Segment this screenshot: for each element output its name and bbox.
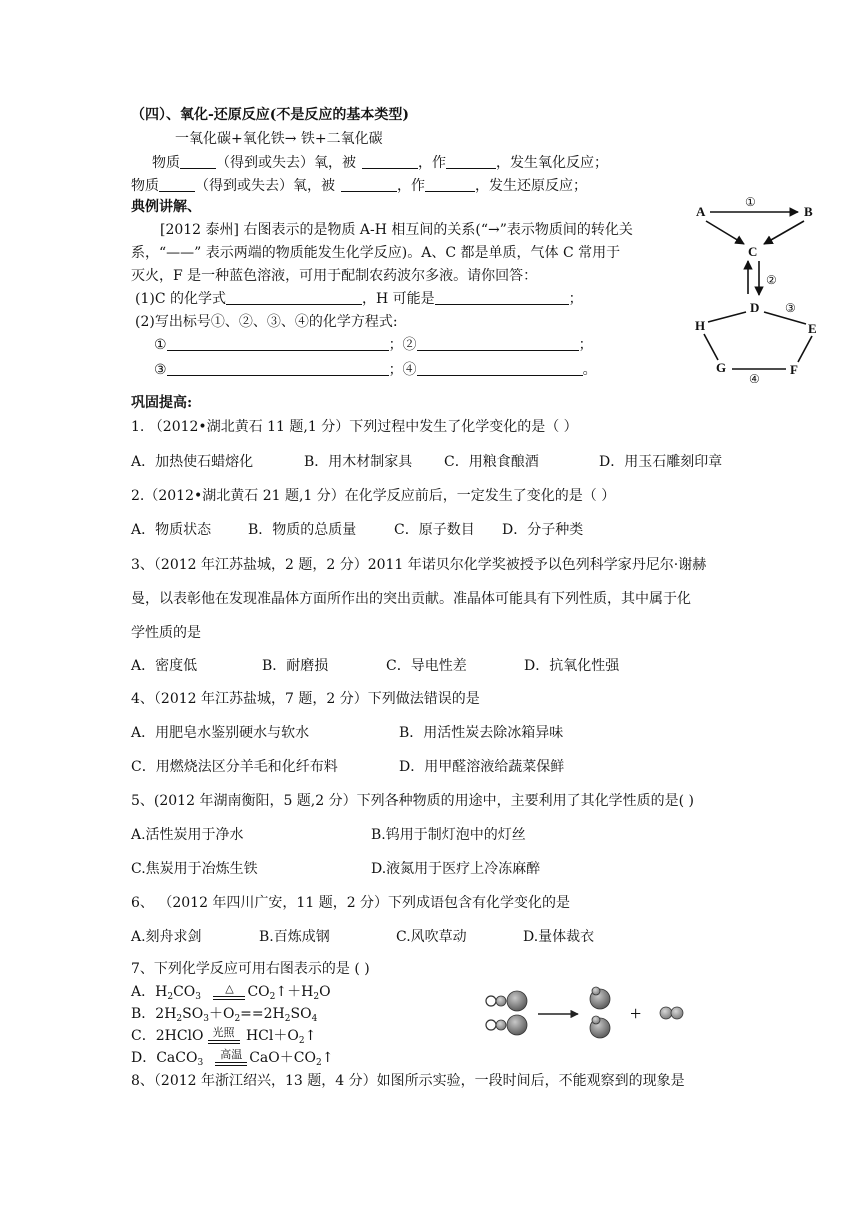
blank-reacted-1[interactable] xyxy=(362,154,418,169)
q6-option-c: C.风吹草动 xyxy=(396,929,467,945)
mark-3: ③ xyxy=(785,301,796,315)
q5-option-c: C.焦炭用于冶炼生铁 xyxy=(131,861,258,877)
substance-relationship-diagram xyxy=(688,188,838,383)
question-5: 5、(2012 年湖南衡阳，5 题,2 分）下列各种物质的用途中，主要利用了其化学性质的是( ) xyxy=(131,793,694,809)
q7-option-d: D．CaCO$_3$ 高温 $CaO+CO_2↑$ xyxy=(131,1048,334,1068)
q3-option-b: B．耐磨损 xyxy=(262,658,329,674)
node-a: A xyxy=(696,204,706,219)
molecule-reaction-diagram xyxy=(478,982,688,1044)
q3-option-a: A．密度低 xyxy=(131,658,198,674)
node-b: B xyxy=(804,204,813,219)
q5-option-a: A.活性炭用于净水 xyxy=(131,827,244,843)
example-text-2: 系，“——” 表示两端的物质能发生化学反应)。A、C 都是单质，气体 C 常用于 xyxy=(131,245,621,261)
node-e: E xyxy=(808,321,817,336)
mark-2: ② xyxy=(766,273,777,287)
node-g: G xyxy=(716,360,727,375)
q2-option-d: D．分子种类 xyxy=(502,522,584,538)
q6-option-d: D.量体裁衣 xyxy=(523,929,595,945)
mark-1: ① xyxy=(745,195,756,209)
q6-option-b: B.百炼成钢 xyxy=(259,929,330,945)
question-3-line-3: 学性质的是 xyxy=(131,625,201,641)
q7-option-c: C．2HClO 光照 $HCl+O_2↑$ xyxy=(131,1026,317,1046)
practice-heading: 巩固提高: xyxy=(131,395,193,411)
q7-option-a: A．$H_2CO_3$ △ $CO_2↑+H_2O$ xyxy=(131,982,331,1002)
example-q2: (2)写出标号①、②、③、④的化学方程式: xyxy=(135,314,398,330)
blank-line-oxidation: 物质 （得到或失去）氧，被 ，作 ，发生氧化反应； xyxy=(152,155,608,171)
product-molecule-1 xyxy=(590,987,610,1009)
q7-option-b: B．$2H_2SO_3+O_2==2H_2SO_4$ xyxy=(131,1006,318,1024)
reactant-molecule-1 xyxy=(486,991,527,1011)
example-heading: 典例讲解、 xyxy=(131,199,201,215)
q5-option-d: D.液氮用于医疗上冷冻麻醉 xyxy=(371,861,541,877)
mark-4: ④ xyxy=(749,372,760,383)
blank-equation-1[interactable] xyxy=(167,336,389,351)
section-title: （四）、氧化-还原反应(不是反应的基本类型) xyxy=(131,107,410,123)
blank-substance-1[interactable] xyxy=(180,154,216,169)
question-8: 8、（2012 年浙江绍兴，13 题，4 分）如图所示实验，一段时间后，不能观察到的现象是 xyxy=(131,1073,685,1089)
link-d-h xyxy=(708,312,746,322)
product-molecule-3 xyxy=(660,1007,683,1019)
reactant-molecule-2 xyxy=(486,1015,527,1035)
blank-equation-4[interactable] xyxy=(417,361,583,376)
question-7: 7、下列化学反应可用右图表示的是 ( ) xyxy=(131,961,370,977)
q4-option-b: B．用活性炭去除冰箱异味 xyxy=(399,725,564,741)
link-e-f xyxy=(798,336,812,362)
blank-role-1[interactable] xyxy=(446,154,496,169)
q1-option-a: A．加热使石蜡熔化 xyxy=(131,454,254,470)
node-c: C xyxy=(748,244,758,259)
q2-option-b: B．物质的总质量 xyxy=(248,522,357,538)
example-text-1: [2012 泰州] 右图表示的是物质 A-H 相互间的关系(“→”表示物质间的转化关 xyxy=(160,222,633,238)
node-d: D xyxy=(750,300,760,315)
q6-option-a: A.刻舟求剑 xyxy=(131,929,202,945)
blank-c-formula[interactable] xyxy=(226,290,362,305)
blank-h-substance[interactable] xyxy=(435,290,569,305)
example-text-3: 灭火，F 是一种蓝色溶液，可用于配制农药波尔多液。请你回答： xyxy=(131,268,538,284)
equation-blanks-row2: ③ ；④ 。 xyxy=(154,362,597,378)
q2-option-c: C．原子数目 xyxy=(394,522,475,538)
q1-option-d: D．用玉石雕刻印章 xyxy=(599,454,723,470)
blank-equation-3[interactable] xyxy=(167,361,389,376)
q2-option-a: A．物质状态 xyxy=(131,522,212,538)
q4-option-d: D．用甲醛溶液给蔬菜保鲜 xyxy=(399,759,565,775)
blank-substance-2[interactable] xyxy=(159,177,195,192)
q4-option-a: A．用肥皂水鉴别硬水与软水 xyxy=(131,725,310,741)
high-temperature-condition-sign: 高温 xyxy=(213,1049,249,1067)
heat-condition-sign: △ xyxy=(211,983,247,1001)
q1-option-b: B．用木材制家具 xyxy=(304,454,413,470)
question-4: 4、（2012 年江苏盐城，7 题，2 分）下列做法错误的是 xyxy=(131,691,480,707)
arrow-a-to-c xyxy=(706,221,744,244)
blank-reacted-2[interactable] xyxy=(341,177,397,192)
q3-option-d: D．抗氧化性强 xyxy=(524,658,620,674)
q5-option-b: B.钨用于制灯泡中的灯丝 xyxy=(371,827,526,843)
node-f: F xyxy=(790,362,798,377)
q3-option-c: C．导电性差 xyxy=(386,658,467,674)
light-condition-sign: 光照 xyxy=(206,1027,242,1045)
q1-option-c: C．用粮食酿酒 xyxy=(444,454,539,470)
question-2: 2.（2012•湖北黄石 21 题,1 分）在化学反应前后，一定发生了变化的是（ ） xyxy=(131,488,616,504)
example-q1: (1)C 的化学式 ，H 可能是 ； xyxy=(135,291,583,307)
blank-role-2[interactable] xyxy=(425,177,475,192)
product-molecule-2 xyxy=(590,1016,610,1038)
arrow-b-to-c xyxy=(764,221,804,244)
question-1: 1. （2012•湖北黄石 11 题,1 分）下列过程中发生了化学变化的是（ ） xyxy=(131,419,578,435)
question-6: 6、 （2012 年四川广安，11 题，2 分）下列成语包含有化学变化的是 xyxy=(131,895,571,911)
link-h-g xyxy=(704,334,718,360)
reaction-equation: 一氧化碳+氧化铁→ 铁+二氧化碳 xyxy=(175,131,383,147)
plus-sign: + xyxy=(630,1003,642,1025)
equation-blanks-row1: ① ；② ； xyxy=(154,337,593,353)
node-h: H xyxy=(695,318,706,333)
blank-line-reduction: 物质 （得到或失去）氧，被 ，作 ，发生还原反应； xyxy=(131,178,587,194)
blank-equation-2[interactable] xyxy=(417,336,579,351)
question-3-line-1: 3、（2012 年江苏盐城，2 题，2 分）2011 年诺贝尔化学奖被授予以色列科学家丹尼尔·谢赫 xyxy=(131,557,707,573)
question-3-line-2: 曼，以表彰他在发现准晶体方面所作出的突出贡献。准晶体可能具有下列性质，其中属于化 xyxy=(131,591,691,607)
q4-option-c: C．用燃烧法区分羊毛和化纤布料 xyxy=(131,759,338,775)
